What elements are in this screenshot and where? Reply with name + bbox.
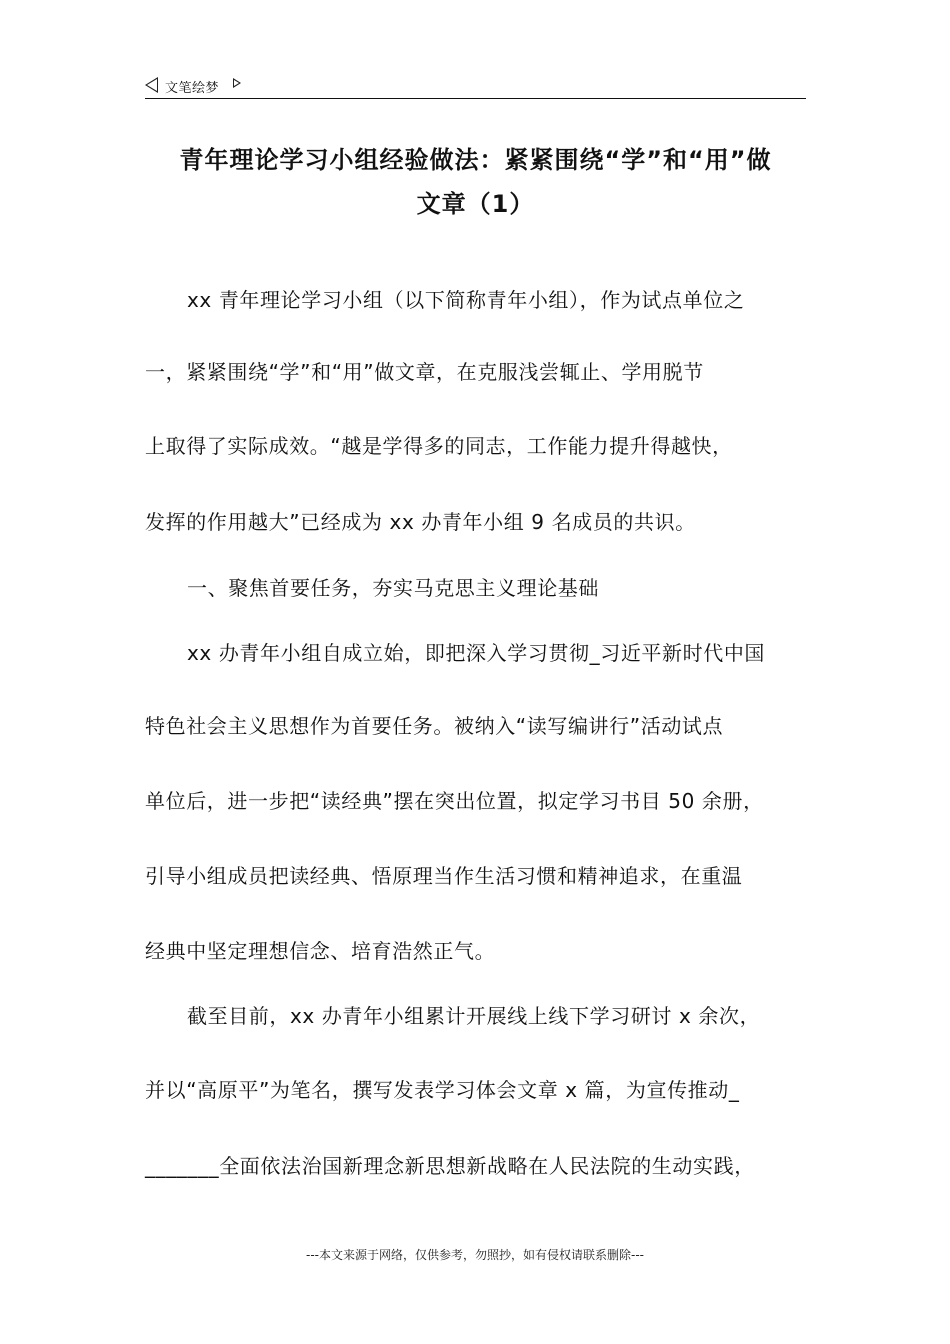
document-title <box>145 138 806 226</box>
paragraph-line: 发挥的作用越大”已经成为 xx 办青年小组 9 名成员的共识。 <box>145 510 696 534</box>
triangle-left-icon <box>145 77 158 93</box>
paragraph-line: xx 青年理论学习小组（以下简称青年小组），作为试点单位之 <box>187 288 745 312</box>
header-brand: 文笔绘梦 <box>165 81 220 96</box>
page-header <box>145 74 806 99</box>
title-line-2: 文章（1） <box>416 190 535 218</box>
paragraph-line: 特色社会主义思想作为首要任务。被纳入“读写编讲行”活动试点 <box>145 714 724 738</box>
paragraph-line: 经典中坚定理想信念、培育浩然正气。 <box>145 939 496 963</box>
paragraph-line: 上取得了实际成效。“越是学得多的同志，工作能力提升得越快， <box>145 434 733 458</box>
section-heading: 一、聚焦首要任务，夯实马克思主义理论基础 <box>187 576 599 600</box>
title-line-1: 青年理论学习小组经验做法：紧紧围绕“学”和“用”做 <box>179 146 772 174</box>
paragraph-line: 并以“高原平”为笔名，撰写发表学习体会文章 x 篇，为宣传推动_ <box>145 1078 740 1102</box>
paragraph-line: 一，紧紧围绕“学”和“用”做文章，在克服浅尝辄止、学用脱节 <box>145 360 704 384</box>
paragraph-line: 单位后，进一步把“读经典”摆在突出位置，拟定学习书目 50 余册， <box>145 789 764 813</box>
paragraph-line: _______全面依法治国新理念新思想新战略在人民法院的生动实践， <box>145 1154 755 1178</box>
page-footer: ---本文来源于网络，仅供参考，勿照抄，如有侵权请联系删除--- <box>306 1248 644 1262</box>
paragraph-line: 引导小组成员把读经典、悟原理当作生活习惯和精神追求，在重温 <box>145 864 743 888</box>
triangle-right-icon <box>233 78 241 88</box>
paragraph-line: 截至目前，xx 办青年小组累计开展线上线下学习研讨 x 余次， <box>187 1004 761 1028</box>
paragraph-line: xx 办青年小组自成立始，即把深入学习贯彻_习近平新时代中国 <box>187 641 766 665</box>
